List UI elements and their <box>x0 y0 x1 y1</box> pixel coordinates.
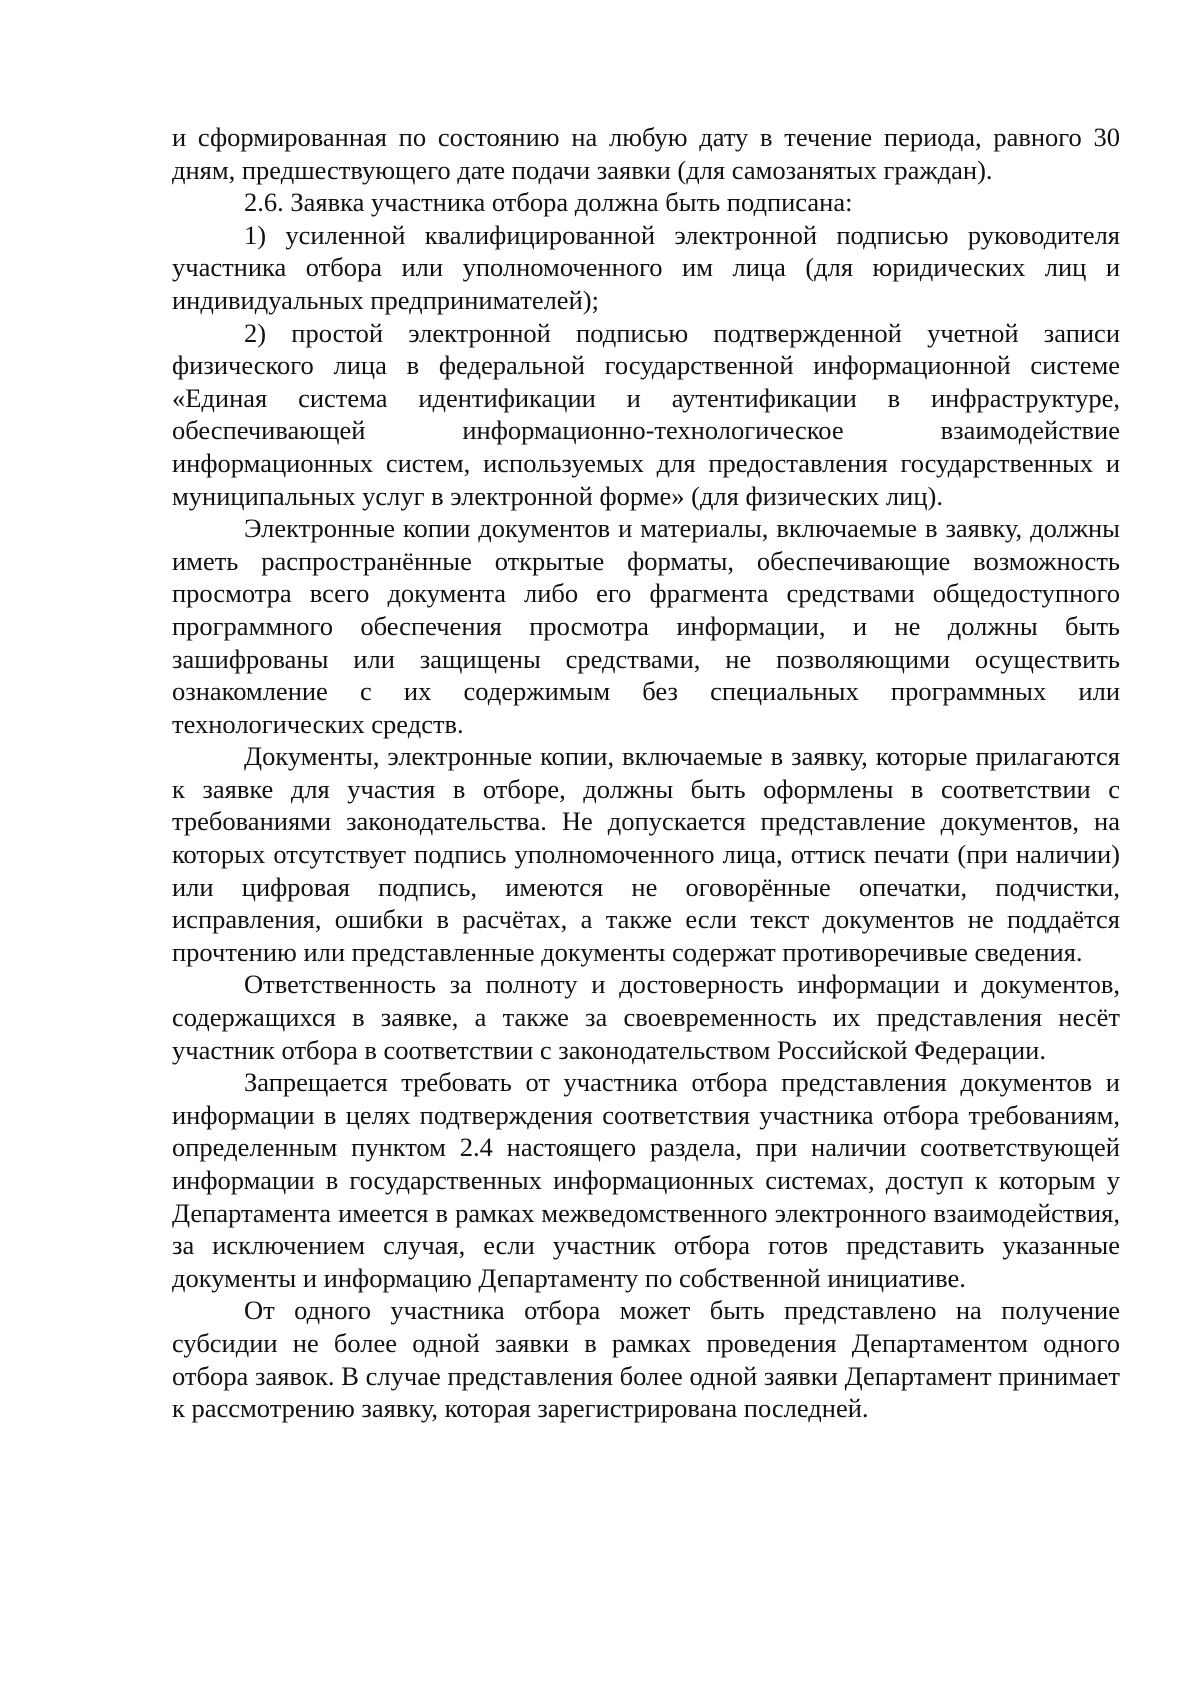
paragraph-prohibition: Запрещается требовать от участника отбора представления документов и информации в целях подтверждения соответствия участника отбора требованиям, определенным пунктом 2.4 настоящего раздела, при наличии соответствующей информации в государственных информационных системах, доступ к которым у Департамента имеется в рамках межведомственного электронного взаимодействия, за исключением случая, если участник отбора готов представить указанные документы и информацию Департаменту по собственной инициативе. <box>172 1067 1120 1293</box>
paragraph-section-2-6: 2.6. Заявка участника отбора должна быть подписана: <box>244 187 853 218</box>
paragraph-documents-requirements: Документы, электронные копии, включаемые в заявку, которые прилагаются к заявке для участия в отборе, должны быть оформлены в соответствии с требованиями законодательства. Не допускается представление документов, на которых отсутствует подпись уполномоченного лица, оттиск печати (при наличии) или цифровая подпись, имеются не оговорённые опечатки, подчистки, исправления, ошибки в расчётах, а также если текст документов не поддаётся прочтению или представленные документы содержат противоречивые сведения. <box>172 741 1120 967</box>
paragraph-item-2: 2) простой электронной подписью подтвержденной учетной записи физического лица в федеральной государственной информационной системе «Единая система идентификации и аутентификации в инфраструктуре, обеспечивающей информационно-технологическое взаимодействие информационных систем, используемых для предоставления государственных и муниципальных услуг в электронной форме» (для физических лиц). <box>172 317 1120 511</box>
paragraph-single-application: От одного участника отбора может быть представлено на получение субсидии не более одной заявки в рамках проведения Департаментом одного отбора заявок. В случае представления более одной заявки Департамент принимает к рассмотрению заявку, которая зарегистрирована последней. <box>172 1295 1120 1424</box>
paragraph-item-1: 1) усиленной квалифицированной электронной подписью руководителя участника отбора или уполномоченного им лица (для юридических лиц и индивидуальных предпринимателей); <box>172 219 1120 315</box>
paragraph-electronic-copies: Электронные копии документов и материалы, включаемые в заявку, должны иметь распространённые открытые форматы, обеспечивающие возможность просмотра всего документа либо его фрагмента средствами общедоступного программного обеспечения просмотра информации, и не должны быть зашифрованы или защищены средствами, не позволяющими осуществить ознакомление с их содержимым без специальных программных или технологических средств. <box>172 513 1120 739</box>
paragraph-continuation: и сформированная по состоянию на любую дату в течение периода, равного 30 дням, предшествующего дате подачи заявки (для самозанятых граждан). <box>172 122 1120 185</box>
paragraph-responsibility: Ответственность за полноту и достоверность информации и документов, содержащихся в заявке, а также за своевременность их представления несёт участник отбора в соответствии с законодательством Российской Федерации. <box>172 969 1120 1065</box>
document-body <box>172 121 1120 1425</box>
